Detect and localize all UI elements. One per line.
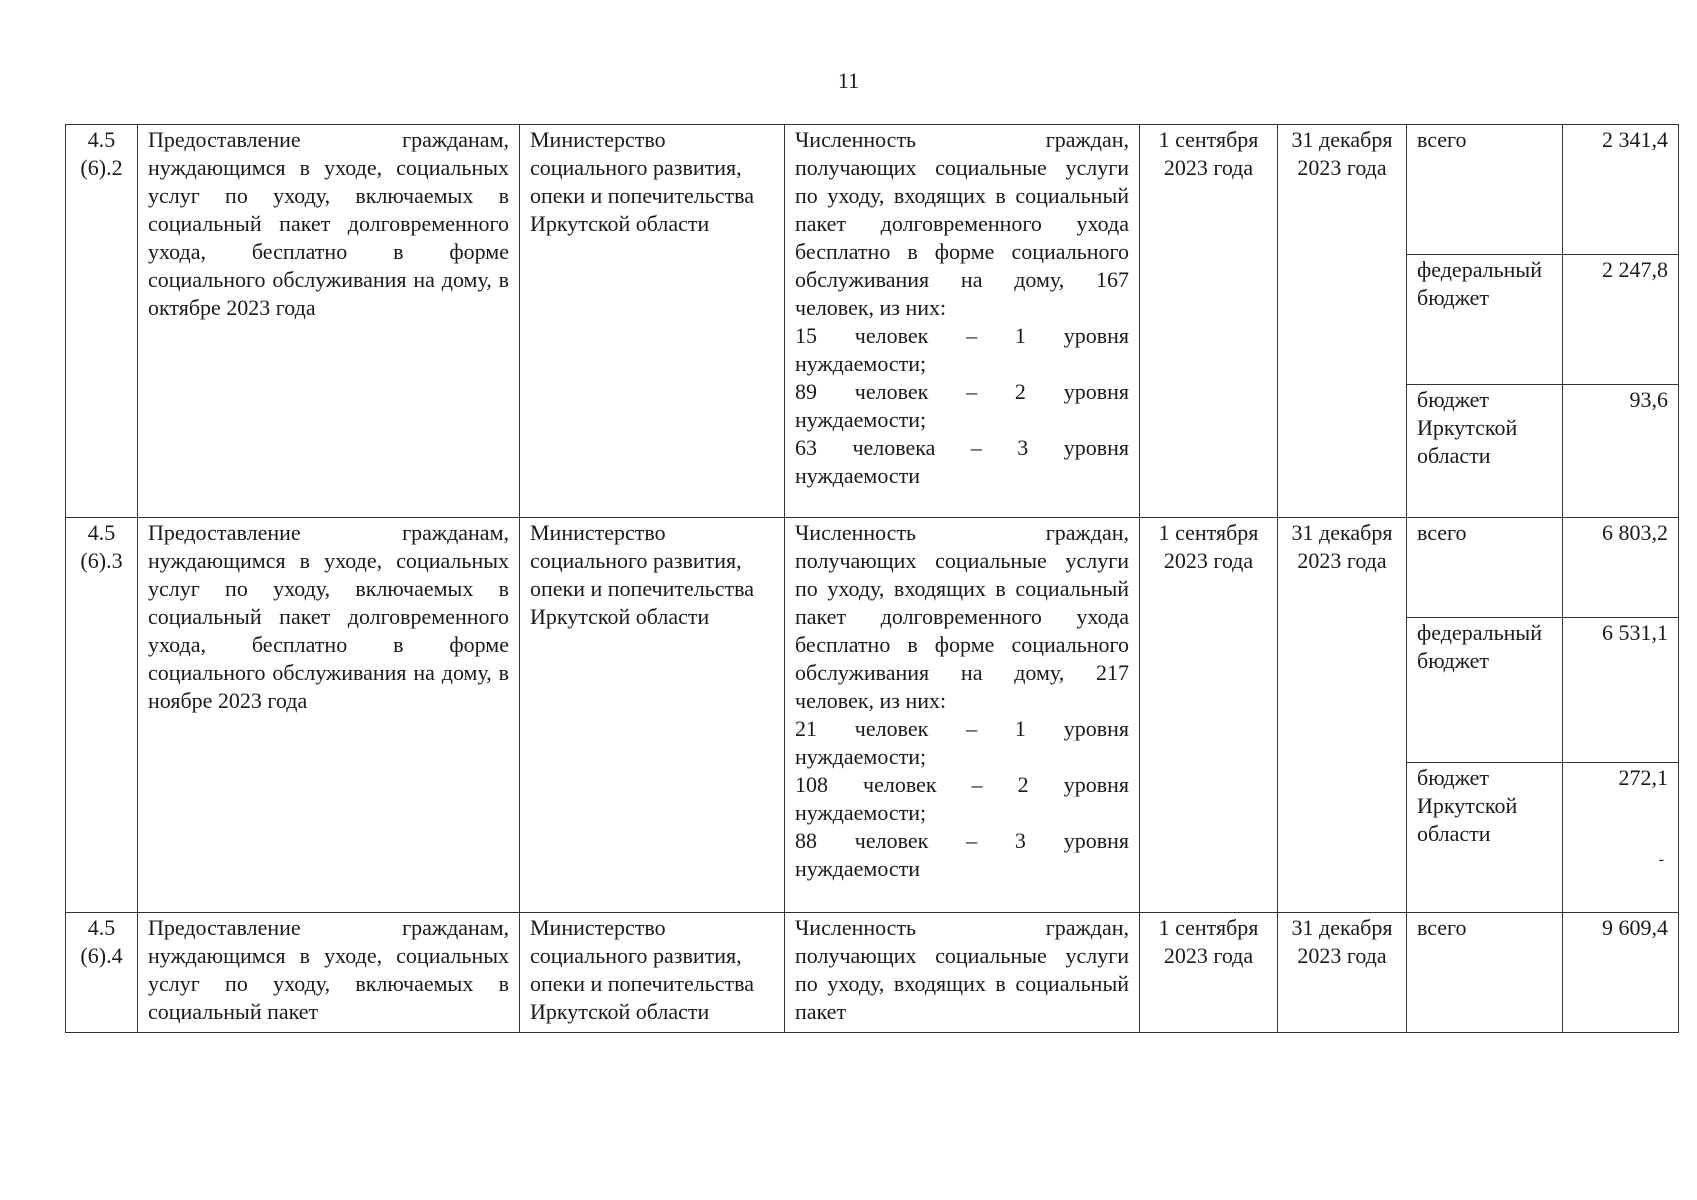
funding-source: всего xyxy=(1407,913,1563,1033)
indicator-level: 88 человек – 3 уровня нуждаемости xyxy=(795,828,1129,881)
funding-source: бюджет Иркутской области xyxy=(1407,763,1563,913)
funding-source: всего xyxy=(1407,125,1563,255)
funding-amount: 272,1 xyxy=(1618,765,1668,790)
table-row xyxy=(66,913,1679,1033)
indicator xyxy=(785,125,1140,518)
item-number: 4.5 (6).2 xyxy=(66,125,138,518)
funding-source: федеральный бюджет xyxy=(1407,618,1563,763)
funding-amount: 2 341,4 xyxy=(1563,125,1679,255)
indicator-level: 108 человек – 2 уровня нуждаемости; xyxy=(795,772,1129,825)
executor: Министерство социального развития, опеки и попечительства Иркутской области xyxy=(520,913,785,1033)
funding-amount: 2 247,8 xyxy=(1563,255,1679,385)
funding-amount-cell xyxy=(1563,763,1679,913)
start-date: 1 сентября 2023 года xyxy=(1140,913,1278,1033)
executor: Министерство социального развития, опеки и попечительства Иркутской области xyxy=(520,518,785,913)
executor: Министерство социального развития, опеки и попечительства Иркутской области xyxy=(520,125,785,518)
funding-source: всего xyxy=(1407,518,1563,618)
indicator-text: Численность граждан, получающих социальные услуги по уходу, входящих в социальный пакет долговременного ухода бесплатно в форме социального обслуживания на дому, 167 человек, из них: xyxy=(795,127,1129,320)
end-date: 31 декабря 2023 года xyxy=(1278,913,1407,1033)
measures-table xyxy=(65,124,1679,1033)
measure-description: Предоставление гражданам, нуждающимся в уходе, социальных услуг по уходу, включаемых в социальный пакет xyxy=(138,913,520,1033)
indicator-level: 89 человек – 2 уровня нуждаемости; xyxy=(795,379,1129,432)
indicator xyxy=(785,518,1140,913)
measure-description: Предоставление гражданам, нуждающимся в уходе, социальных услуг по уходу, включаемых в социальный пакет долговременного ухода, бесплатно в форме социального обслуживания на дому, в октябре 2023 года xyxy=(138,125,520,518)
indicator-level: 15 человек – 1 уровня нуждаемости; xyxy=(795,323,1129,376)
indicator-level: 63 человека – 3 уровня нуждаемости xyxy=(795,435,1129,488)
funding-amount: 6 803,2 xyxy=(1563,518,1679,618)
funding-amount: 93,6 xyxy=(1563,385,1679,518)
item-number: 4.5 (6).4 xyxy=(66,913,138,1033)
end-date: 31 декабря 2023 года xyxy=(1278,125,1407,518)
measure-description: Предоставление гражданам, нуждающимся в уходе, социальных услуг по уходу, включаемых в социальный пакет долговременного ухода, бесплатно в форме социального обслуживания на дому, в ноябре 2023 года xyxy=(138,518,520,913)
margin-mark: - xyxy=(1658,851,1664,868)
page-number: 11 xyxy=(837,68,860,93)
indicator: Численность граждан, получающих социальные услуги по уходу, входящих в социальный пакет xyxy=(785,913,1140,1033)
start-date: 1 сентября 2023 года xyxy=(1140,518,1278,913)
start-date: 1 сентября 2023 года xyxy=(1140,125,1278,518)
end-date: 31 декабря 2023 года xyxy=(1278,518,1407,913)
table-row xyxy=(66,125,1679,255)
funding-source: бюджет Иркутской области xyxy=(1407,385,1563,518)
indicator-level: 21 человек – 1 уровня нуждаемости; xyxy=(795,716,1129,769)
item-number: 4.5 (6).3 xyxy=(66,518,138,913)
funding-source: федеральный бюджет xyxy=(1407,255,1563,385)
table-row xyxy=(66,518,1679,618)
funding-amount: 9 609,4 xyxy=(1563,913,1679,1033)
funding-amount: 6 531,1 xyxy=(1563,618,1679,763)
indicator-text: Численность граждан, получающих социальные услуги по уходу, входящих в социальный пакет долговременного ухода бесплатно в форме социального обслуживания на дому, 217 человек, из них: xyxy=(795,520,1129,713)
